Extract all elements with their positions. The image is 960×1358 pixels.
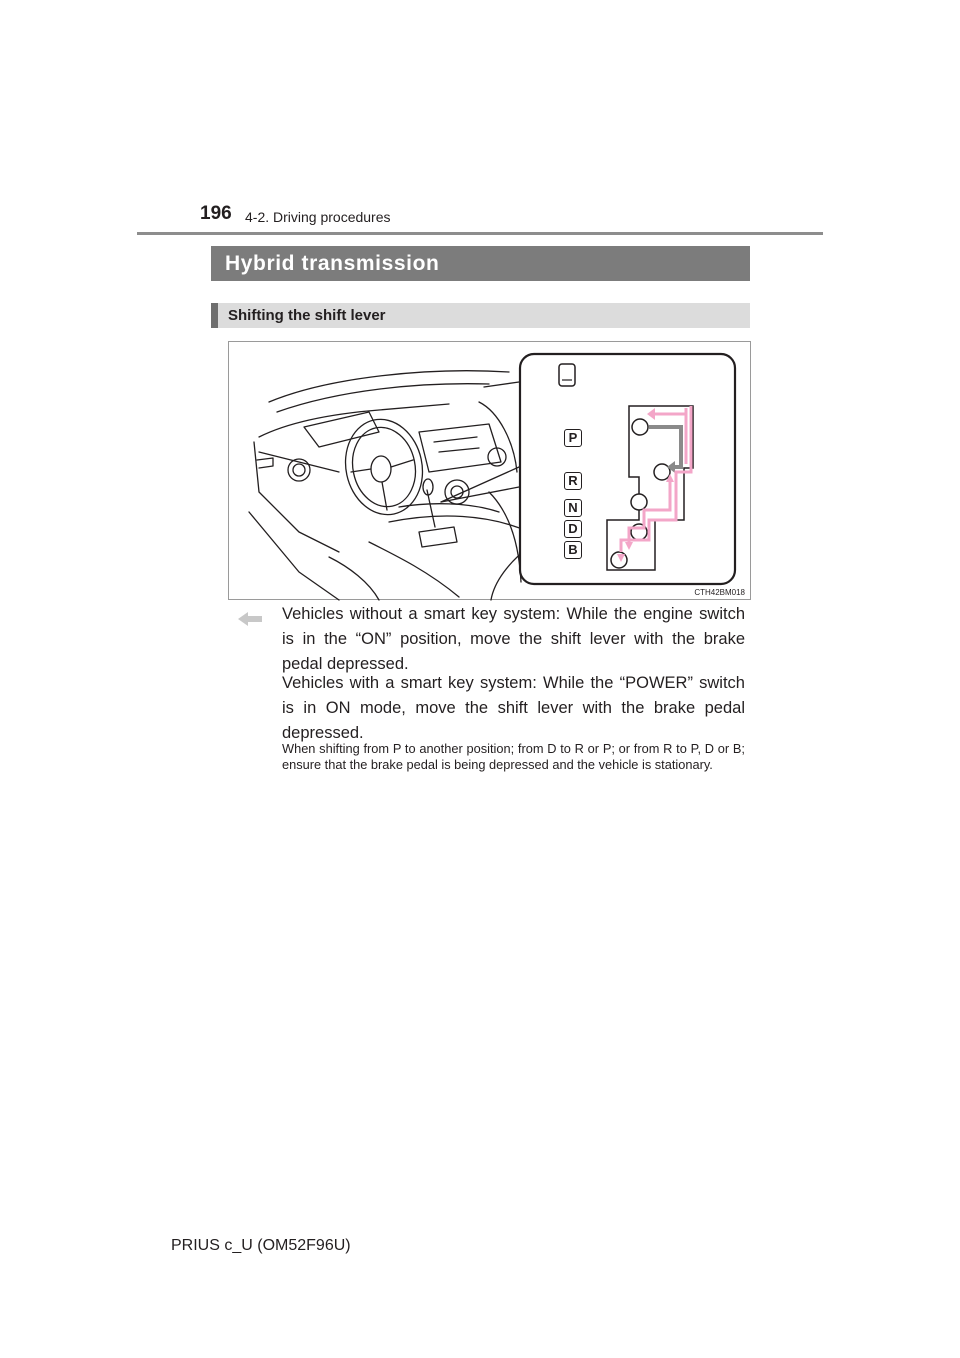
gate-label-p: P xyxy=(564,429,582,447)
page-title: Hybrid transmission xyxy=(225,252,440,275)
paragraph-with-smart-key: Vehicles with a smart key system: While the “POWER” switch is in ON mode, move the shift lever with the brake pedal depressed. xyxy=(282,674,745,742)
header-divider xyxy=(137,232,823,235)
shift-lever-illustration xyxy=(228,341,751,600)
gate-label-d: D xyxy=(564,520,582,538)
paragraph-without-smart-key: Vehicles without a smart key system: While the engine switch is in the “ON” position, move the shift lever with the brake pedal depressed. xyxy=(282,605,745,673)
gate-label-b: B xyxy=(564,541,582,559)
shifting-note: When shifting from P to another position; from D to R or P; or from R to P, D or B; ensure that the brake pedal is being depressed and the vehicle is stationary. xyxy=(282,741,745,772)
section-title-bar xyxy=(211,246,750,281)
subheading-title: Shifting the shift lever xyxy=(228,307,386,324)
section-breadcrumb: 4-2. Driving procedures xyxy=(245,209,391,225)
dashboard-drawing xyxy=(229,342,752,601)
page-number: 196 xyxy=(200,203,232,224)
subheading-bar xyxy=(211,303,750,328)
figure-code: CTH42BM018 xyxy=(694,588,745,597)
gate-label-r: R xyxy=(564,472,582,490)
arrow-left-icon xyxy=(238,611,262,627)
gate-label-n: N xyxy=(564,499,582,517)
footer-model-code: PRIUS c_U (OM52F96U) xyxy=(171,1237,351,1254)
